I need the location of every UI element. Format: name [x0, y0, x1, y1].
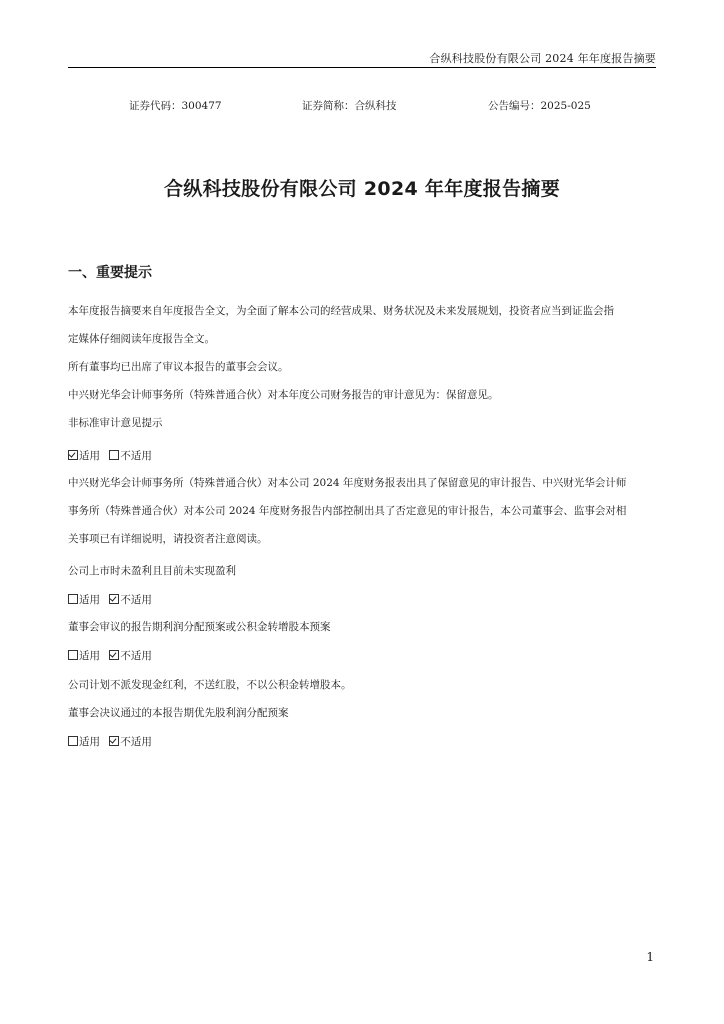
paragraph-line: 定媒体仔细阅读年度报告全文。: [68, 333, 215, 345]
paragraph-line: 中兴财光华会计师事务所（特殊普通合伙）对本公司 2024 年度财务报表出具了保留意见的审计报告、中兴财光华会计师: [68, 477, 627, 489]
paragraph-line: 所有董事均已出席了审议本报告的董事会会议。: [68, 361, 289, 373]
checkbox-checked-icon[interactable]: [109, 594, 119, 604]
paragraph-line: 公司计划不派发现金红利，不送红股，不以公积金转增股本。: [68, 679, 352, 691]
checkbox-checked-icon[interactable]: [68, 450, 78, 460]
paragraph-line: 本年度报告摘要来自年度报告全文，为全面了解本公司的经营成果、财务状况及未来发展规划，投资者应当到证监会指: [68, 305, 614, 317]
checkbox-unchecked-icon[interactable]: [68, 736, 78, 746]
announcement-number: 公告编号：2025-025: [488, 100, 591, 112]
option-label: 适用: [79, 450, 100, 462]
checkbox-unchecked-icon[interactable]: [68, 594, 78, 604]
paragraph-line: 董事会审议的报告期利润分配预案或公积金转增股本预案: [68, 621, 331, 633]
checkbox-unchecked-icon[interactable]: [109, 450, 119, 460]
option-label: 不适用: [120, 450, 152, 462]
paragraph-line: 非标准审计意见提示: [68, 417, 163, 429]
checkbox-unchecked-icon[interactable]: [68, 650, 78, 660]
header-divider: [68, 67, 656, 68]
checkbox-checked-icon[interactable]: [109, 650, 119, 660]
section-heading: 一、重要提示: [68, 265, 152, 281]
option-label: 不适用: [120, 736, 152, 748]
paragraph-line: 公司上市时未盈利且目前未实现盈利: [68, 565, 236, 577]
checkbox-row-audit-opinion: [68, 448, 152, 463]
option-label: 适用: [79, 736, 100, 748]
paragraph-line: 关事项已有详细说明，请投资者注意阅读。: [68, 533, 268, 545]
paragraph-line: 董事会决议通过的本报告期优先股利润分配预案: [68, 707, 289, 719]
checkbox-row-profit-distribution: [68, 648, 152, 663]
paragraph-line: 中兴财光华会计师事务所（特殊普通合伙）对本年度公司财务报告的审计意见为：保留意见。: [68, 389, 499, 401]
option-label: 适用: [79, 594, 100, 606]
security-code: 证券代码：300477: [129, 100, 222, 112]
checkbox-row-profitability: [68, 592, 152, 607]
paragraph-line: 事务所（特殊普通合伙）对本公司 2024 年度财务报告内部控制出具了否定意见的审计报告，本公司董事会、监事会对相: [68, 505, 627, 517]
checkbox-row-preferred-stock: [68, 734, 152, 749]
option-label: 适用: [79, 650, 100, 662]
security-short-name: 证券简称：合纵科技: [302, 100, 397, 112]
running-header: 合纵科技股份有限公司 2024 年年度报告摘要: [429, 52, 656, 65]
checkbox-checked-icon[interactable]: [109, 736, 119, 746]
document-title: 合纵科技股份有限公司 2024 年年度报告摘要: [163, 178, 560, 200]
option-label: 不适用: [120, 650, 152, 662]
page-number: 1: [646, 950, 654, 964]
option-label: 不适用: [120, 594, 152, 606]
